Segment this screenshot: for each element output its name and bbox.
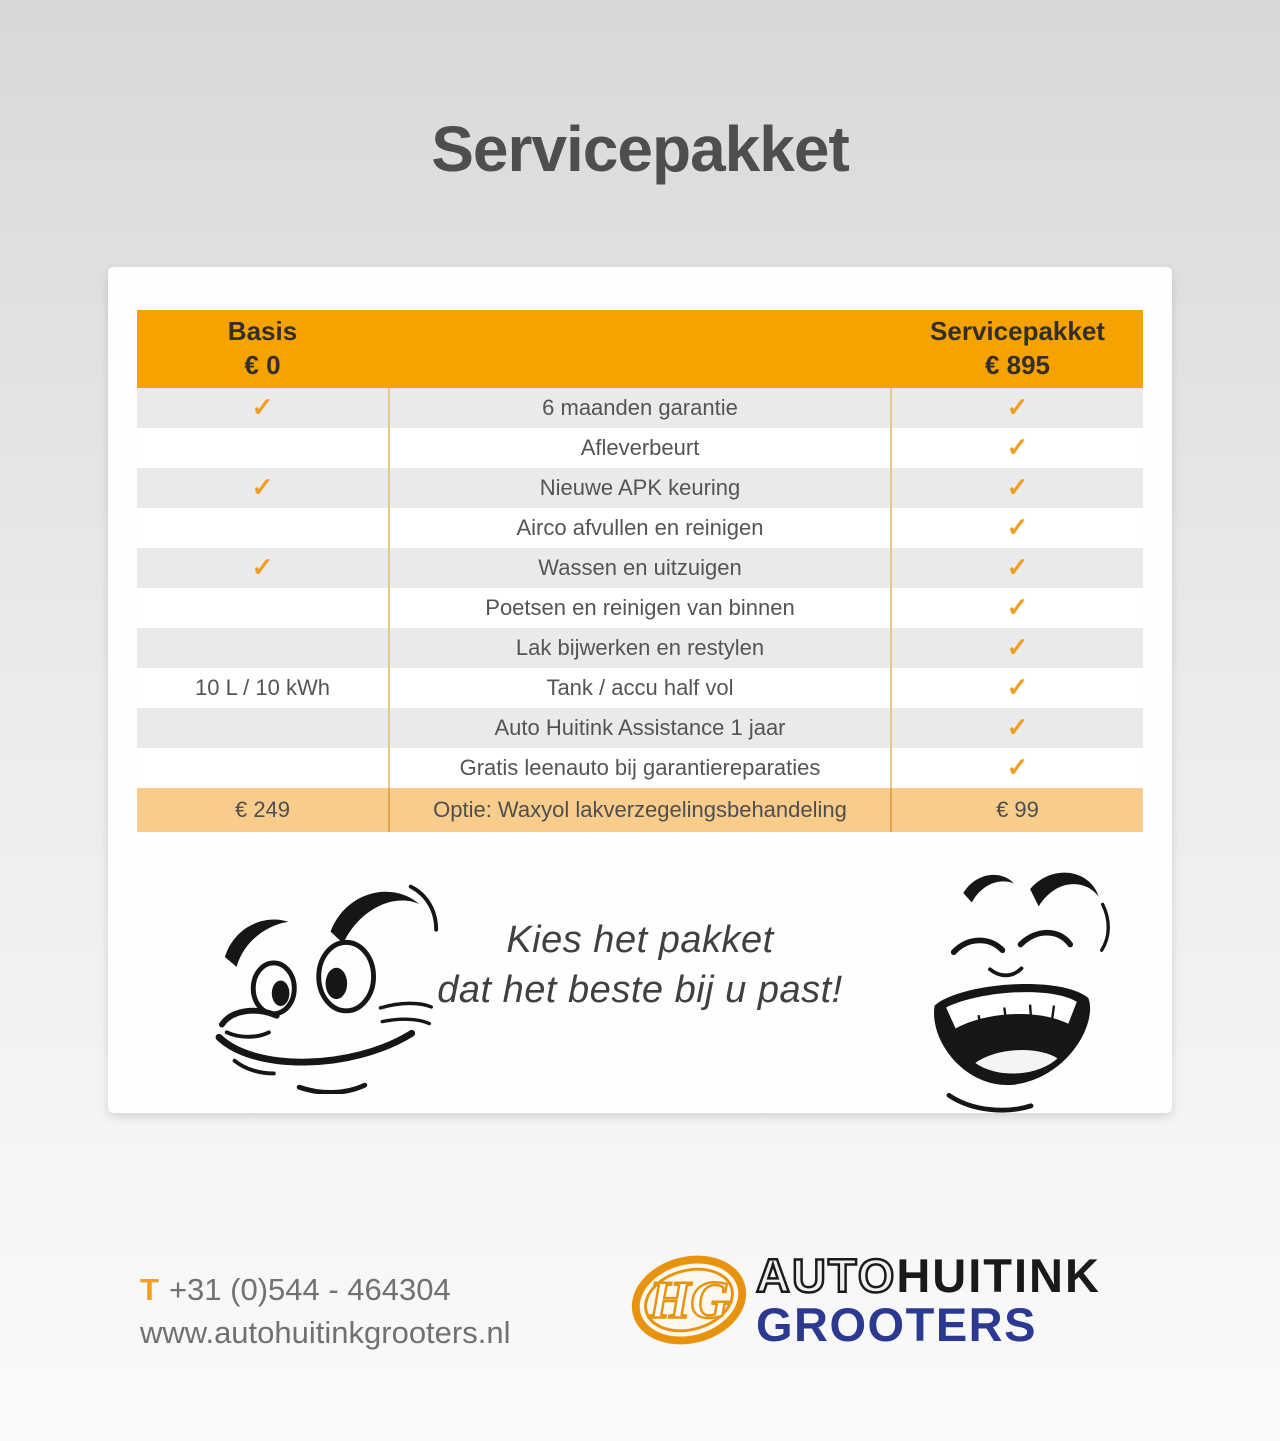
- table-row: [137, 468, 1143, 508]
- check-icon: ✓: [1006, 672, 1029, 702]
- feature-label: Gratis leenauto bij garantiereparaties: [388, 748, 892, 788]
- header-servicepakket-title: Servicepakket: [930, 316, 1105, 347]
- table-row: [137, 548, 1143, 588]
- check-icon: ✓: [251, 392, 274, 422]
- table-row: [137, 388, 1143, 428]
- feature-label: Airco afvullen en reinigen: [388, 508, 892, 548]
- service-cell: [892, 388, 1143, 428]
- basis-cell: [137, 388, 388, 428]
- option-row: [137, 788, 1143, 832]
- laughing-face-icon: [906, 859, 1116, 1114]
- service-cell: [892, 508, 1143, 548]
- feature-label: Auto Huitink Assistance 1 jaar: [388, 708, 892, 748]
- header-basis-price: € 0: [244, 350, 281, 380]
- basis-cell: [137, 508, 388, 548]
- service-cell: [892, 748, 1143, 788]
- check-icon: ✓: [1006, 472, 1029, 502]
- logo-auto: AUTO: [756, 1249, 897, 1302]
- basis-cell: [137, 428, 388, 468]
- company-logo: [630, 1248, 1101, 1352]
- table-row: [137, 748, 1143, 788]
- check-icon: ✓: [1006, 392, 1029, 422]
- quote-line2: dat het beste bij u past!: [437, 969, 843, 1012]
- feature-label: 6 maanden garantie: [388, 388, 892, 428]
- check-icon: ✓: [1006, 632, 1029, 662]
- service-cell: [892, 708, 1143, 748]
- phone-number: +31 (0)544 - 464304: [168, 1272, 451, 1307]
- service-cell: [892, 428, 1143, 468]
- check-icon: ✓: [1006, 712, 1029, 742]
- service-cell: [892, 668, 1143, 708]
- header-basis: [137, 310, 388, 388]
- feature-label: Wassen en uitzuigen: [388, 548, 892, 588]
- check-icon: ✓: [251, 552, 274, 582]
- option-service-price: € 99: [996, 797, 1039, 822]
- service-cell: [892, 588, 1143, 628]
- check-icon: ✓: [1006, 512, 1029, 542]
- page-title: Servicepakket: [431, 113, 849, 185]
- phone-line: [140, 1272, 510, 1308]
- table-row: [137, 628, 1143, 668]
- service-cell: [892, 628, 1143, 668]
- check-icon: ✓: [1006, 552, 1029, 582]
- quote-line1: Kies het pakket: [506, 919, 774, 961]
- hg-badge-icon: [630, 1248, 748, 1352]
- basis-cell: [137, 548, 388, 588]
- basis-cell: [137, 588, 388, 628]
- logo-wordmark: [756, 1249, 1101, 1351]
- basis-cell: 10 L / 10 kWh: [195, 675, 330, 700]
- feature-label: Tank / accu half vol: [388, 668, 892, 708]
- service-cell: [892, 548, 1143, 588]
- table-body: [137, 388, 1143, 788]
- basis-cell: [137, 708, 388, 748]
- table-row: [137, 588, 1143, 628]
- basis-cell: [137, 628, 388, 668]
- feature-label: Nieuwe APK keuring: [388, 468, 892, 508]
- header-servicepakket: [892, 310, 1143, 388]
- header-basis-title: Basis: [227, 316, 298, 347]
- table-header: [137, 310, 1143, 388]
- service-card: [108, 267, 1172, 1113]
- check-icon: ✓: [251, 472, 274, 502]
- table-row: [137, 708, 1143, 748]
- basis-cell: [137, 468, 388, 508]
- logo-grooters: GROOTERS: [756, 1298, 1037, 1351]
- check-icon: ✓: [1006, 592, 1029, 622]
- table-row: [137, 508, 1143, 548]
- option-basis-price: € 249: [234, 797, 291, 822]
- header-servicepakket-price: € 895: [984, 350, 1051, 380]
- hg-badge-text: HG: [649, 1271, 729, 1330]
- contact-block: [140, 1272, 510, 1351]
- basis-cell: [137, 748, 388, 788]
- logo-line1: [756, 1249, 1101, 1302]
- comparison-table: [137, 310, 1143, 832]
- feature-label: Afleverbeurt: [388, 428, 892, 468]
- feature-label: Poetsen en reinigen van binnen: [388, 588, 892, 628]
- table-row: [137, 428, 1143, 468]
- website-link[interactable]: www.autohuitinkgrooters.nl: [140, 1315, 511, 1350]
- header-spacer: [388, 310, 892, 388]
- option-label: Optie: Waxyol lakverzegelingsbehandeling: [388, 788, 892, 832]
- feature-label: Lak bijwerken en restylen: [388, 628, 892, 668]
- check-icon: ✓: [1006, 432, 1029, 462]
- check-icon: ✓: [1006, 752, 1029, 782]
- service-cell: [892, 468, 1143, 508]
- table-row: [137, 668, 1143, 708]
- logo-huitink: HUITINK: [896, 1249, 1101, 1302]
- phone-label: T: [140, 1272, 159, 1307]
